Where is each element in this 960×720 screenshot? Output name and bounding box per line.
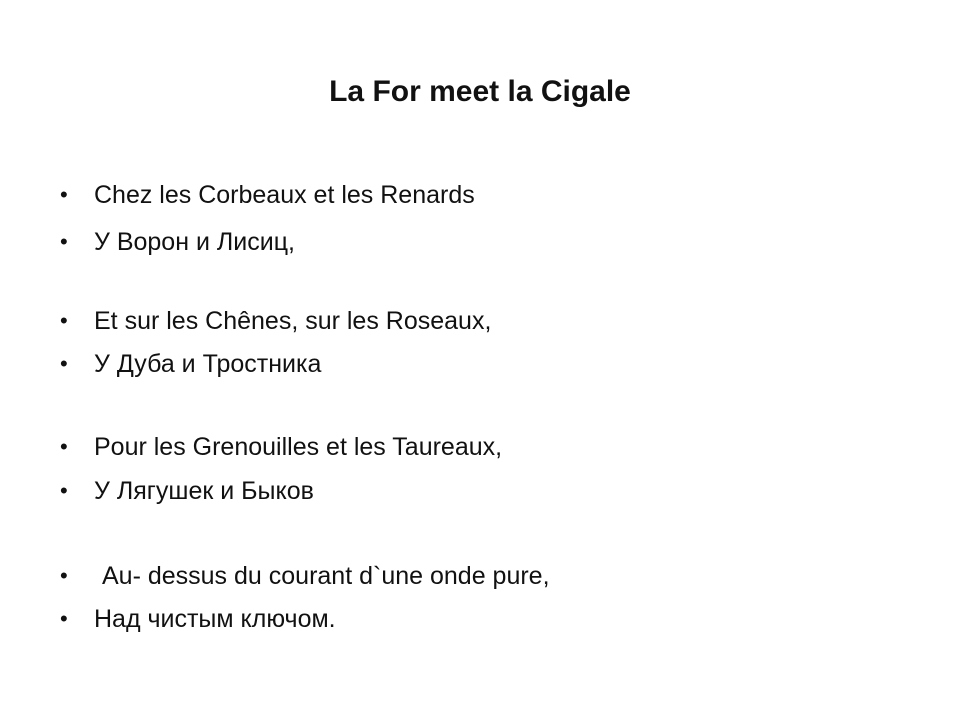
bullet-icon: •: [60, 478, 68, 503]
bullet-icon: •: [60, 434, 68, 459]
bullet-item: [60, 602, 336, 636]
bullet-item: [60, 430, 502, 464]
bullet-item: [60, 178, 475, 212]
bullet-text: У Дуба и Тростника: [94, 350, 322, 378]
bullet-icon: •: [60, 563, 68, 588]
bullet-icon: •: [60, 229, 68, 254]
bullet-item: [60, 559, 550, 593]
bullet-icon: •: [60, 606, 68, 631]
bullet-item: [60, 225, 295, 259]
bullet-text: Pour les Grenouilles et les Taureaux,: [94, 433, 503, 461]
bullet-item: [60, 304, 491, 338]
bullet-text: Et sur les Chênes, sur les Roseaux,: [94, 307, 492, 335]
slide-title: La For meet la Cigale: [329, 75, 631, 108]
bullet-text: У Лягушек и Быков: [94, 477, 314, 505]
bullet-item: [60, 474, 314, 508]
bullet-text: Au- dessus du courant d`une onde pure,: [102, 562, 550, 590]
bullet-text: У Ворон и Лисиц,: [94, 228, 295, 256]
bullet-icon: •: [60, 308, 68, 333]
bullet-icon: •: [60, 182, 68, 207]
bullet-item: [60, 347, 321, 381]
bullet-text: Над чистым ключом.: [94, 605, 336, 633]
bullet-icon: •: [60, 351, 68, 376]
bullet-text: Chez les Corbeaux et les Renards: [94, 181, 475, 209]
